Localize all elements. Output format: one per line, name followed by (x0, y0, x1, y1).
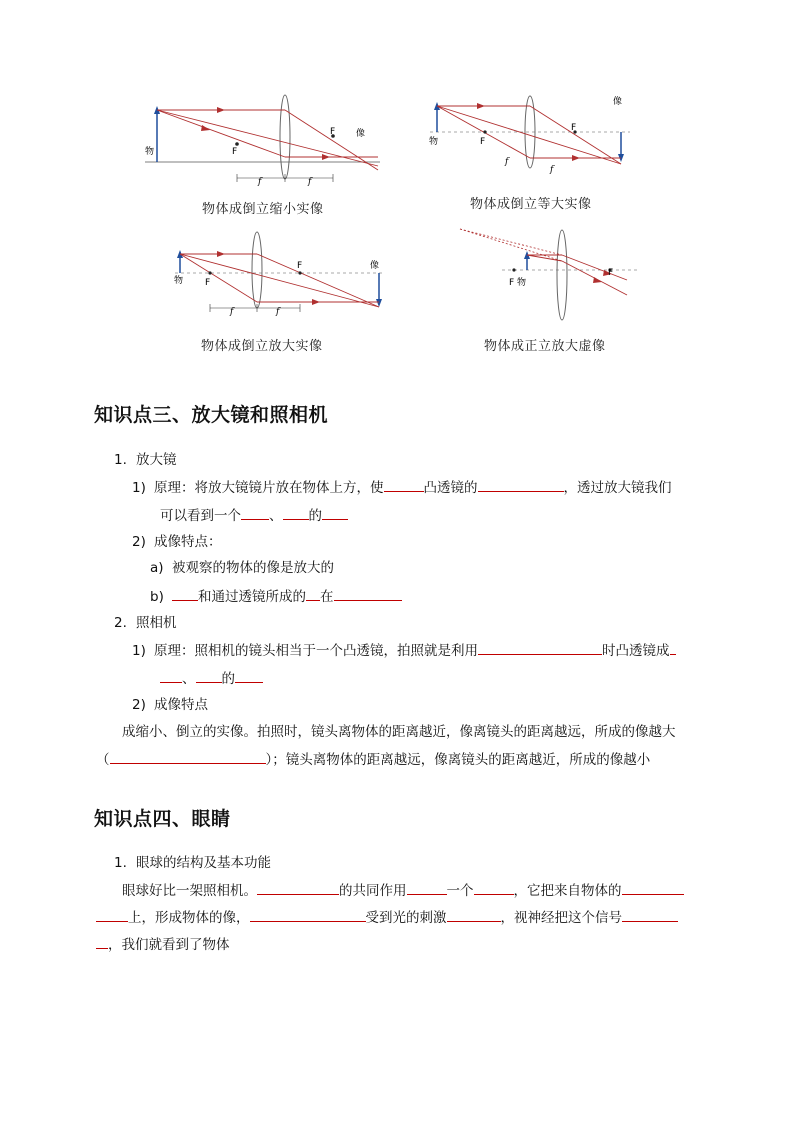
eye-line-1 (122, 880, 684, 901)
feature-b-line (150, 586, 402, 607)
section-3-title: 知识点三、放大镜和照相机 (94, 404, 329, 426)
eye-text-1d: ，它把来自物体的 (513, 883, 622, 899)
eye-text-2a: 上，形成物体的像， (128, 910, 250, 926)
section-4-title: 知识点四、眼睛 (94, 808, 231, 830)
magnifier-principle-line (132, 477, 672, 498)
blank-5[interactable] (322, 505, 348, 520)
magnifier-principle-cont (160, 505, 348, 526)
blank-4[interactable] (283, 505, 309, 520)
image-label: 像 (356, 129, 366, 139)
diagram-diminished-real-image (140, 92, 390, 192)
magnifier-principle-text-c: ，透过放大镜我们 (563, 480, 672, 496)
camera-principle-text-b: 时凸透镜成 (602, 643, 670, 659)
sub-number: 1) (132, 480, 146, 496)
magnifier-item (114, 450, 177, 470)
item-number: 1. (114, 855, 127, 871)
eye-item (114, 853, 271, 873)
focus-label-right: F (330, 127, 336, 137)
blank-7[interactable] (306, 586, 320, 601)
open-paren: （ (96, 752, 110, 768)
image-label: 像 (613, 97, 623, 107)
magnifier-principle-text-b: 凸透镜的 (423, 480, 478, 496)
camera-item (114, 613, 177, 633)
camera-paragraph-text-2: ）；镜头离物体的距离越远，像离镜头的距离越近，所成的像越小 (265, 752, 651, 768)
caption-diagram-2: 物体成倒立等大实像 (470, 197, 592, 212)
convex-lens (280, 95, 290, 179)
blank-20[interactable] (250, 907, 366, 922)
focus-label-left: F (232, 147, 238, 157)
blank-17[interactable] (474, 880, 514, 895)
focus-label-right: F (608, 268, 614, 278)
focal-length-right: f (550, 165, 554, 175)
magnifier-principle-text-a: 原理：将放大镜镜片放在物体上方，使 (154, 480, 384, 496)
magnifier-features-text: 成像特点： (154, 534, 222, 550)
camera-principle-text-d: 的 (221, 671, 235, 687)
magnifier-features-line (132, 532, 222, 552)
item-number: 2. (114, 615, 127, 631)
sub-letter: a) (150, 560, 164, 576)
blank-13[interactable] (235, 668, 263, 683)
blank-1[interactable] (384, 477, 424, 492)
camera-features-text: 成像特点 (154, 697, 208, 713)
focal-length-left: f (258, 177, 262, 187)
focal-length-right: f (276, 307, 280, 317)
feature-a-text: 被观察的物体的像是放大的 (172, 560, 334, 576)
camera-paragraph-text: 成缩小、倒立的实像。拍照时，镜头离物体的距离越近，像离镜头的距离越远，所成的像越大 (122, 724, 676, 740)
magnifier-principle-text-d: 可以看到一个 (160, 508, 241, 524)
blank-10[interactable] (670, 640, 676, 655)
eye-line-2 (96, 907, 678, 928)
blank-16[interactable] (407, 880, 447, 895)
eye-text-1c: 一个 (446, 883, 474, 899)
feature-b-text-a: 和通过透镜所成的 (198, 589, 306, 605)
focus-label-left: F (205, 278, 211, 288)
object-label: 物 (145, 147, 155, 157)
caption-diagram-1: 物体成倒立缩小实像 (202, 202, 324, 217)
eye-text-2c: ，视神经把这个信号 (500, 910, 622, 926)
blank-15[interactable] (257, 880, 339, 895)
eye-text-1b: 的共同作用 (339, 883, 407, 899)
blank-22[interactable] (622, 907, 678, 922)
feature-a-line (150, 558, 334, 578)
object-label: 物 (174, 276, 184, 286)
diagram-equal-real-image (425, 92, 635, 177)
eye-text-2b: 受到光的刺激 (365, 910, 447, 926)
camera-features-line (132, 695, 208, 715)
camera-paragraph-1 (122, 722, 676, 742)
magnifier-principle-text-f: 的 (308, 508, 322, 524)
item-number: 1. (114, 452, 127, 468)
camera-principle-line (132, 640, 676, 661)
blank-19[interactable] (96, 907, 128, 922)
camera-principle-text-a: 原理：照相机的镜头相当于一个凸透镜，拍照就是利用 (154, 643, 478, 659)
item-label: 放大镜 (136, 452, 177, 468)
sub-letter: b) (150, 589, 164, 605)
diagram-virtual-image (452, 225, 642, 325)
item-label: 眼球的结构及基本功能 (136, 855, 271, 871)
focal-length-left: f (505, 157, 509, 167)
sub-number: 1) (132, 643, 146, 659)
blank-8[interactable] (334, 586, 402, 601)
blank-6[interactable] (172, 586, 198, 601)
eye-text-1a: 眼球好比一架照相机。 (122, 883, 257, 899)
item-label: 照相机 (136, 615, 177, 631)
focal-length-left: f (230, 307, 234, 317)
object-label: 物 (429, 137, 439, 147)
caption-diagram-4: 物体成正立放大虚像 (484, 339, 606, 354)
focus-label-left: F (480, 137, 486, 147)
blank-23[interactable] (96, 934, 108, 949)
diagram-magnified-real-image (170, 228, 390, 320)
image-label: 像 (370, 261, 380, 271)
focal-length-right: f (308, 177, 312, 187)
camera-principle-cont (160, 668, 263, 689)
magnifier-principle-text-e: 、 (269, 508, 283, 524)
blank-11[interactable] (160, 668, 182, 683)
object-focus-label: F 物 (509, 278, 527, 288)
camera-principle-text-c: 、 (182, 671, 196, 687)
camera-paragraph-2 (96, 749, 650, 770)
blank-18[interactable] (622, 880, 684, 895)
blank-3[interactable] (241, 505, 269, 520)
blank-21[interactable] (447, 907, 501, 922)
focus-label-right: F (297, 261, 303, 271)
focus-label-right: F (571, 123, 577, 133)
blank-12[interactable] (196, 668, 222, 683)
feature-b-text-b: 在 (320, 589, 334, 605)
sub-number: 2) (132, 534, 146, 550)
blank-9[interactable] (478, 640, 602, 655)
blank-14[interactable] (110, 749, 266, 764)
convex-lens (252, 232, 262, 308)
eye-text-3a: ，我们就看到了物体 (108, 937, 230, 953)
blank-2[interactable] (478, 477, 564, 492)
sub-number: 2) (132, 697, 146, 713)
convex-lens (557, 230, 567, 320)
caption-diagram-3: 物体成倒立放大实像 (201, 339, 323, 354)
eye-line-3 (96, 934, 230, 955)
